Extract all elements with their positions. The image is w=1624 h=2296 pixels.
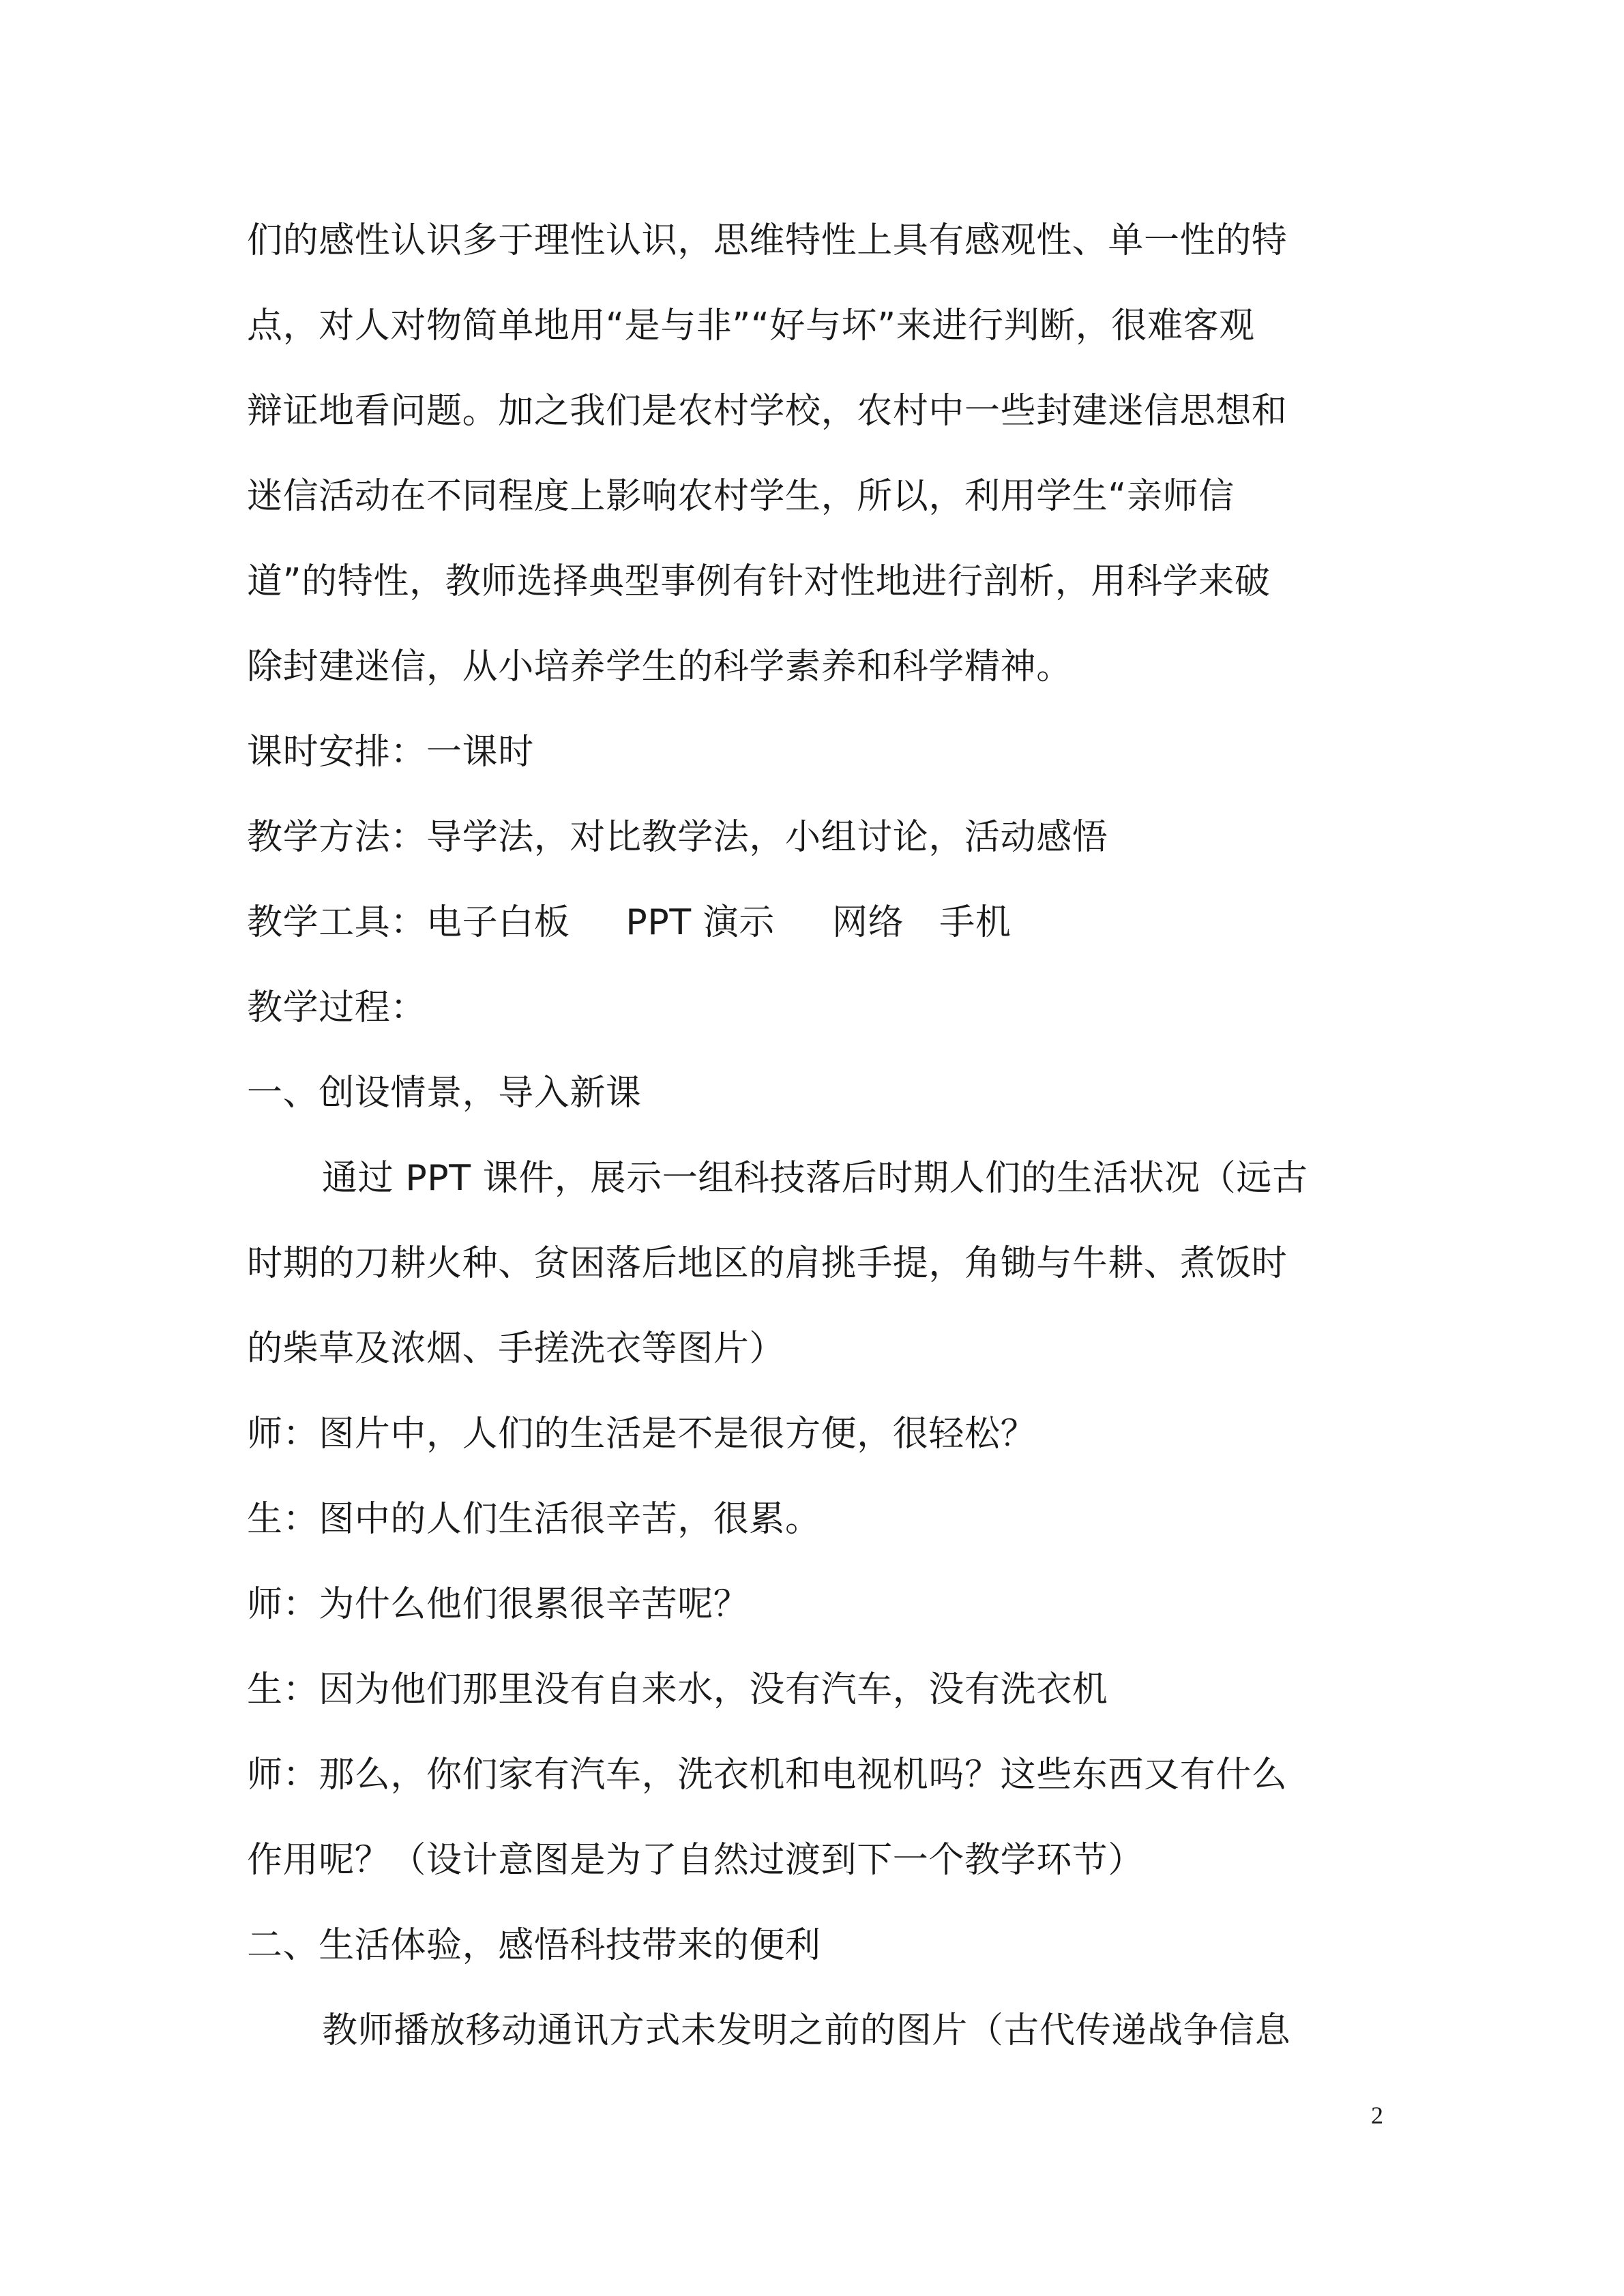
dialogue-line: 师：为什么他们很累很辛苦呢？ xyxy=(247,1584,750,1625)
paragraph-line: 迷信活动在不同程度上影响农村学生，所以，利用学生“亲师信 xyxy=(247,476,1235,517)
paragraph-line: 教师播放移动通讯方式未发明之前的图片（古代传递战争信息 xyxy=(322,2010,1291,2051)
dialogue-line: 师：那么，你们家有汽车，洗衣机和电视机吗？这些东西又有什么 xyxy=(247,1755,1288,1795)
dialogue-line: 生：图中的人们生活很辛苦，很累。 xyxy=(247,1499,821,1540)
dialogue-line: 师：图片中，人们的生活是不是很方便，很轻松？ xyxy=(247,1414,1037,1455)
paragraph-line: 除封建迷信，从小培养学生的科学素养和科学精神。 xyxy=(247,646,1072,687)
teaching-process-heading: 教学过程： xyxy=(247,987,427,1028)
page-number: 2 xyxy=(1371,2102,1383,2129)
paragraph-line: 点，对人对物简单地用“是与非”“好与坏”来进行判断，很难客观 xyxy=(247,305,1255,346)
tool-item: 手机 xyxy=(939,902,1012,943)
paragraph-line: 时期的刀耕火种、贫困落后地区的肩挑手提，角锄与牛耕、煮饭时 xyxy=(247,1243,1288,1284)
tool-item: 网络 xyxy=(832,902,904,943)
paragraph-line: 辩证地看问题。加之我们是农村学校，农村中一些封建迷信思想和 xyxy=(247,391,1288,432)
tool-item: 电子白板 xyxy=(426,902,570,943)
section-heading: 二、生活体验，感悟科技带来的便利 xyxy=(247,1925,821,1966)
paragraph-line: 道”的特性，教师选择典型事例有针对性地进行剖析，用科学来破 xyxy=(247,561,1271,602)
paragraph-line: 通过 PPT 课件，展示一组科技落后时期人们的生活状况（远古 xyxy=(322,1158,1308,1199)
tool-item: PPT 演示 xyxy=(625,902,776,943)
dialogue-line: 生：因为他们那里没有自来水，没有汽车，没有洗衣机 xyxy=(247,1669,1108,1710)
teaching-tools-label: 教学工具： xyxy=(247,902,427,943)
section-heading: 一、创设情景，导入新课 xyxy=(247,1073,642,1114)
paragraph-line: 们的感性认识多于理性认识，思维特性上具有感观性、单一性的特 xyxy=(247,220,1288,261)
paragraph-line: 的柴草及浓烟、手搓洗衣等图片） xyxy=(247,1328,786,1369)
dialogue-line: 作用呢？（设计意图是为了自然过渡到下一个教学环节） xyxy=(247,1840,1145,1881)
teaching-tools-line xyxy=(247,902,1011,943)
teaching-methods-line: 教学方法：导学法，对比教学法，小组讨论，活动感悟 xyxy=(247,817,1108,858)
class-hours-line: 课时安排：一课时 xyxy=(247,732,534,773)
